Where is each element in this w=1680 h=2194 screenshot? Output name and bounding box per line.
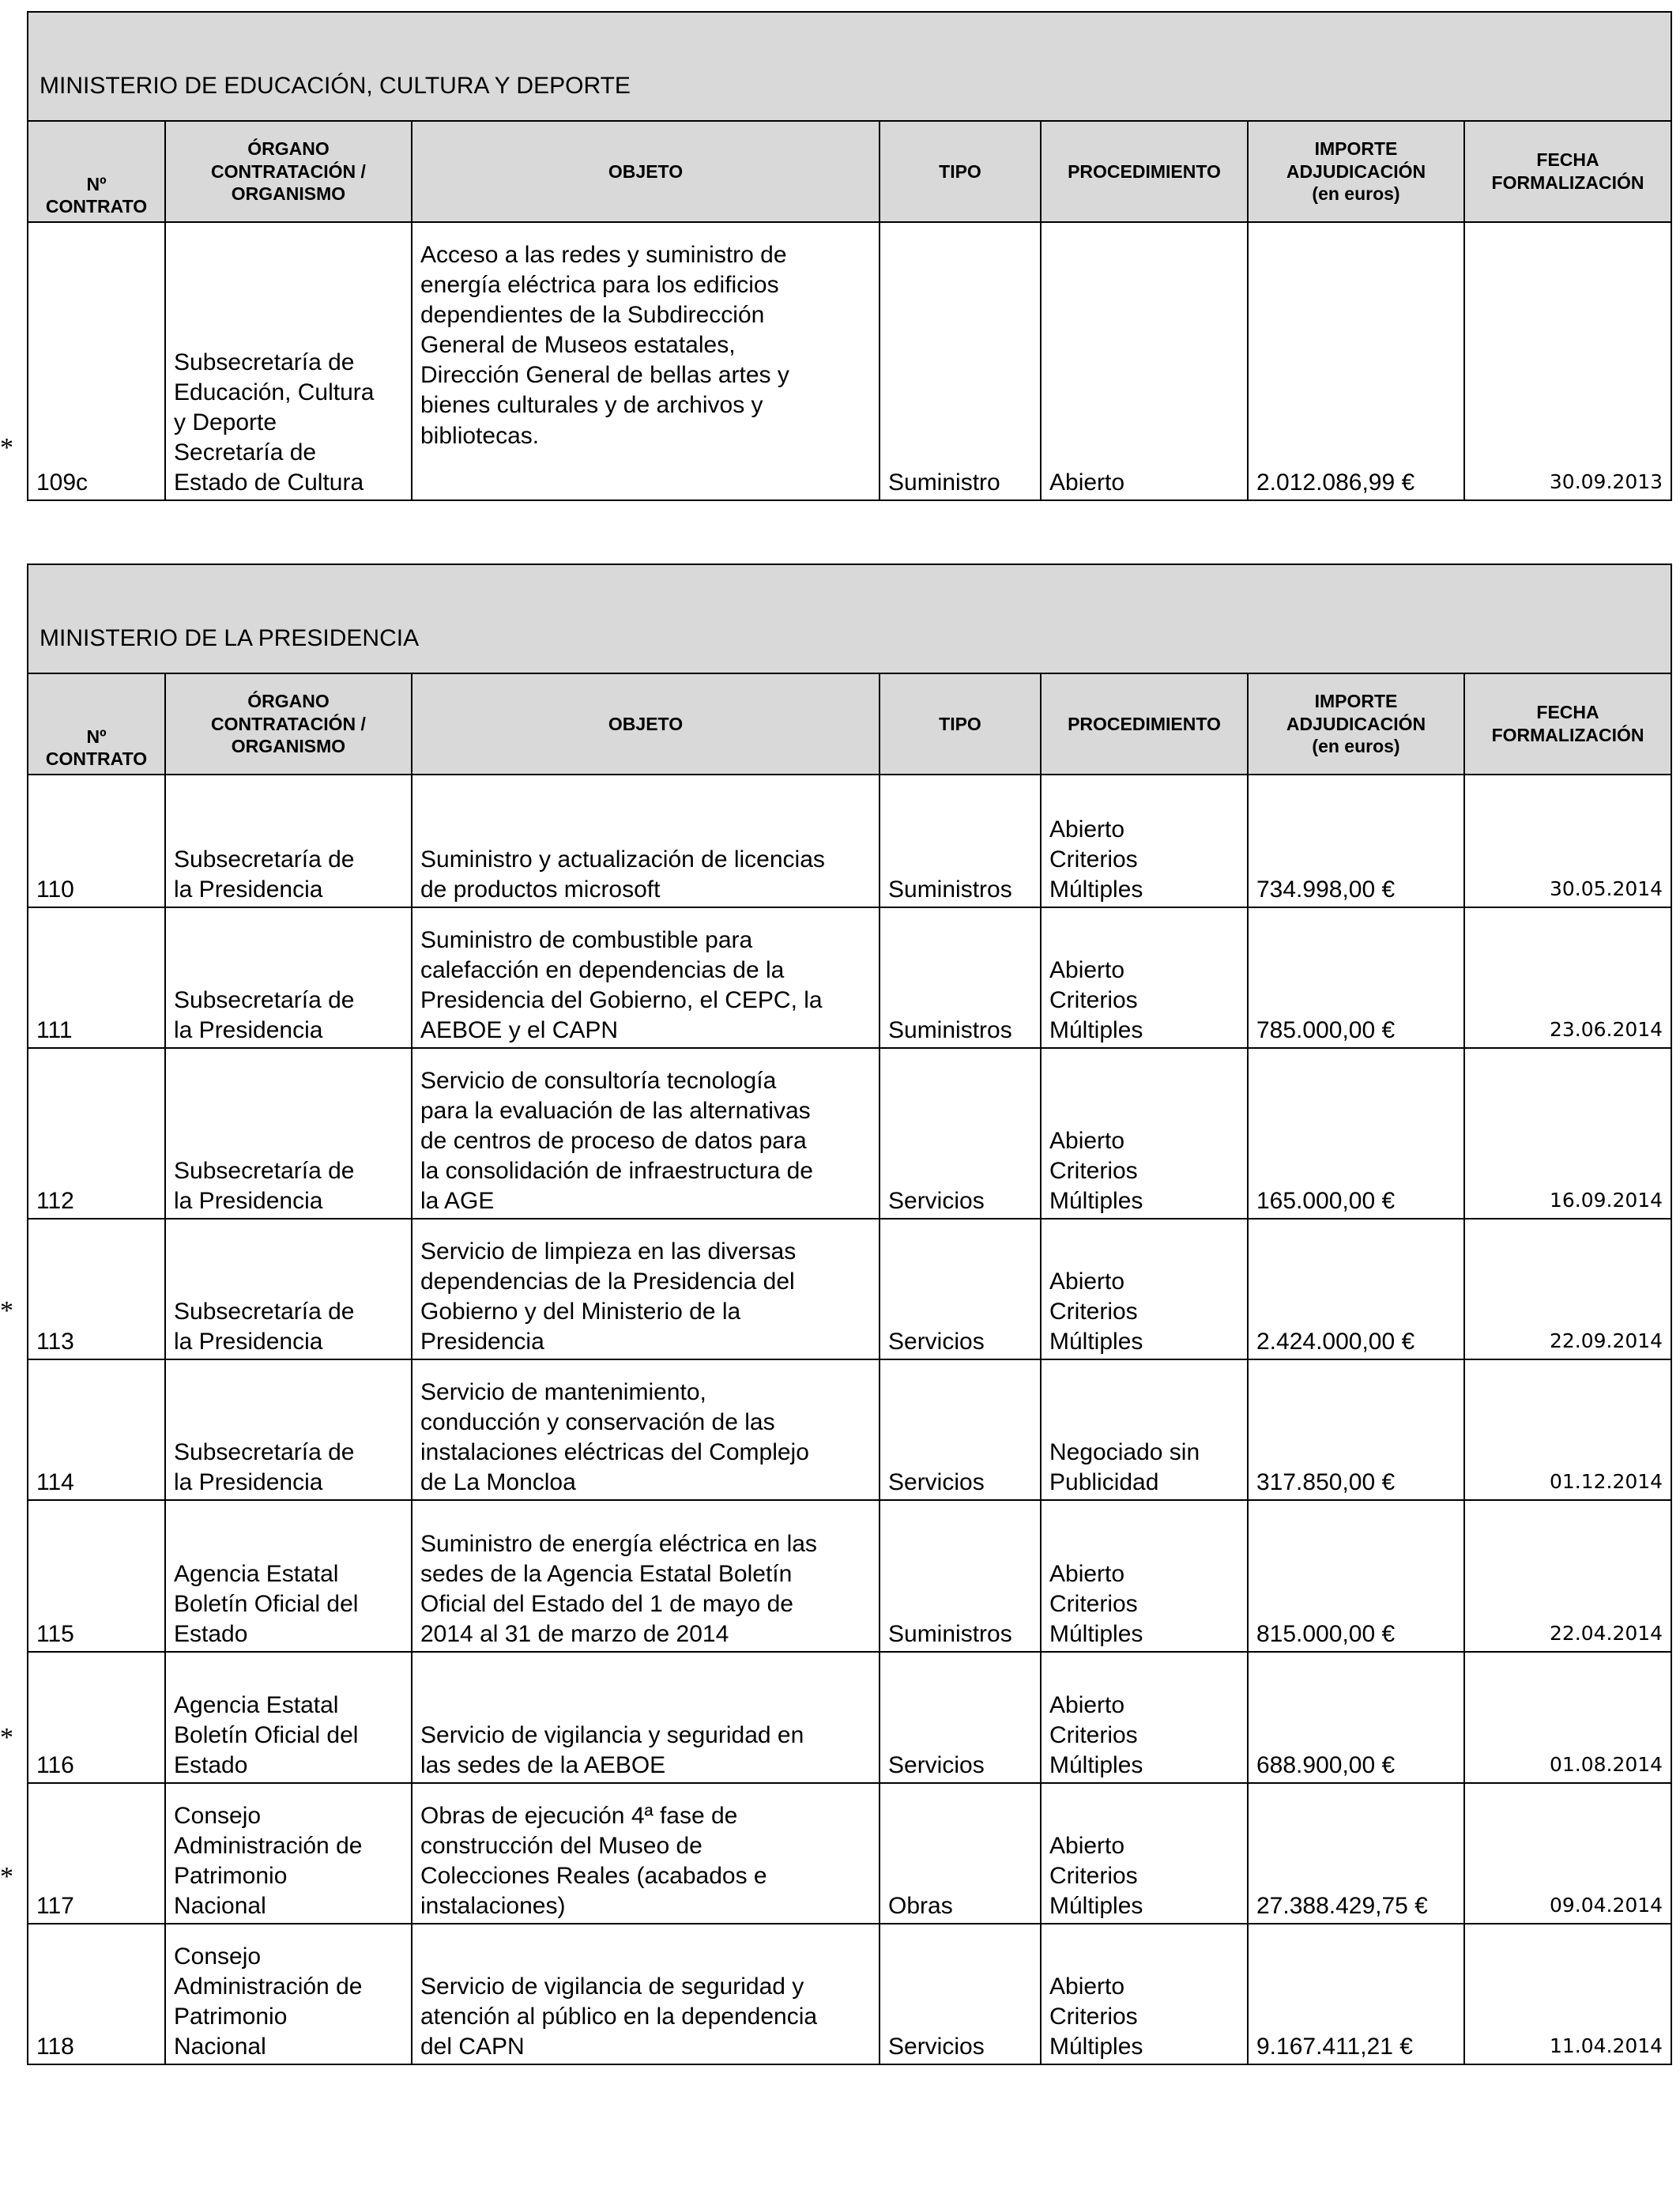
cell-num: 116: [28, 1652, 165, 1783]
header-procedimiento: PROCEDIMIENTO: [1041, 673, 1248, 775]
cell-objeto: Obras de ejecución 4ª fase de construcción del Museo de Colecciones Reales (acabados e instalaciones): [412, 1783, 880, 1924]
cell-objeto: Servicio de mantenimiento, conducción y conservación de las instalaciones eléctricas del Complejo de La Moncloa: [412, 1359, 880, 1500]
cell-fecha: 11.04.2014: [1464, 1924, 1671, 2064]
cell-num: 110: [28, 775, 165, 907]
cell-objeto: Suministro de energía eléctrica en las sedes de la Agencia Estatal Boletín Oficial del Estado del 1 de mayo de 2014 al 31 de marzo de 2014: [412, 1500, 880, 1652]
cell-fecha: 01.12.2014: [1464, 1359, 1671, 1500]
row-marker-asterisk: *: [0, 1723, 13, 1752]
cell-organo: Agencia Estatal Boletín Oficial del Estado: [165, 1500, 412, 1652]
cell-procedimiento: Abierto Criterios Múltiples: [1041, 1652, 1248, 1783]
table-row: [28, 1048, 1671, 1219]
cell-tipo: Suministros: [880, 907, 1041, 1048]
cell-num: 109c: [28, 222, 165, 500]
header-organo: ÓRGANO CONTRATACIÓN / ORGANISMO: [165, 121, 412, 222]
table-row: [28, 1652, 1671, 1783]
row-marker-asterisk: *: [0, 1296, 13, 1325]
column-header-row: [28, 121, 1671, 222]
ministry-title: MINISTERIO DE EDUCACIÓN, CULTURA Y DEPORTE: [28, 12, 1671, 121]
cell-importe: 317.850,00 €: [1248, 1359, 1464, 1500]
cell-procedimiento: Abierto: [1041, 222, 1248, 500]
cell-fecha: 16.09.2014: [1464, 1048, 1671, 1219]
table-row: [28, 222, 1671, 500]
cell-tipo: Suministro: [880, 222, 1041, 500]
cell-organo: Subsecretaría de la Presidencia: [165, 1048, 412, 1219]
cell-num: 111: [28, 907, 165, 1048]
header-objeto: OBJETO: [412, 121, 880, 222]
cell-organo: Subsecretaría de la Presidencia: [165, 907, 412, 1048]
cell-tipo: Servicios: [880, 1219, 1041, 1359]
cell-fecha: 23.06.2014: [1464, 907, 1671, 1048]
cell-fecha: 22.09.2014: [1464, 1219, 1671, 1359]
column-header-row: [28, 673, 1671, 775]
cell-procedimiento: Abierto Criterios Múltiples: [1041, 1219, 1248, 1359]
cell-fecha: 30.09.2013: [1464, 222, 1671, 500]
cell-organo: Agencia Estatal Boletín Oficial del Estado: [165, 1652, 412, 1783]
header-objeto: OBJETO: [412, 673, 880, 775]
cell-procedimiento: Abierto Criterios Múltiples: [1041, 1048, 1248, 1219]
cell-tipo: Suministros: [880, 1500, 1041, 1652]
cell-importe: 734.998,00 €: [1248, 775, 1464, 907]
contracts-table-educacion: [27, 11, 1672, 501]
cell-num: 113: [28, 1219, 165, 1359]
header-importe: IMPORTE ADJUDICACIÓN (en euros): [1248, 121, 1464, 222]
table-row: [28, 1783, 1671, 1924]
cell-organo: Subsecretaría de Educación, Cultura y Deporte Secretaría de Estado de Cultura: [165, 222, 412, 500]
cell-importe: 2.424.000,00 €: [1248, 1219, 1464, 1359]
contracts-table-presidencia: [27, 564, 1672, 2065]
header-fecha: FECHA FORMALIZACIÓN: [1464, 673, 1671, 775]
header-tipo: TIPO: [880, 673, 1041, 775]
table-row: [28, 1359, 1671, 1500]
cell-tipo: Servicios: [880, 1652, 1041, 1783]
cell-tipo: Servicios: [880, 1048, 1041, 1219]
header-fecha: FECHA FORMALIZACIÓN: [1464, 121, 1671, 222]
cell-organo: Consejo Administración de Patrimonio Nacional: [165, 1783, 412, 1924]
cell-organo: Subsecretaría de la Presidencia: [165, 775, 412, 907]
table-row: [28, 1500, 1671, 1652]
table-row: [28, 907, 1671, 1048]
cell-importe: 688.900,00 €: [1248, 1652, 1464, 1783]
cell-objeto: Servicio de vigilancia de seguridad y atención al público en la dependencia del CAPN: [412, 1924, 880, 2064]
cell-tipo: Servicios: [880, 1924, 1041, 2064]
cell-num: 115: [28, 1500, 165, 1652]
cell-num: 117: [28, 1783, 165, 1924]
header-importe: IMPORTE ADJUDICACIÓN (en euros): [1248, 673, 1464, 775]
cell-procedimiento: Abierto Criterios Múltiples: [1041, 775, 1248, 907]
table-row: [28, 1924, 1671, 2064]
cell-procedimiento: Abierto Criterios Múltiples: [1041, 907, 1248, 1048]
cell-procedimiento: Abierto Criterios Múltiples: [1041, 1500, 1248, 1652]
cell-objeto: Servicio de vigilancia y seguridad en las sedes de la AEBOE: [412, 1652, 880, 1783]
cell-fecha: 01.08.2014: [1464, 1652, 1671, 1783]
cell-organo: Subsecretaría de la Presidencia: [165, 1219, 412, 1359]
cell-procedimiento: Abierto Criterios Múltiples: [1041, 1924, 1248, 2064]
cell-procedimiento: Negociado sin Publicidad: [1041, 1359, 1248, 1500]
cell-importe: 9.167.411,21 €: [1248, 1924, 1464, 2064]
cell-tipo: Servicios: [880, 1359, 1041, 1500]
cell-objeto: Suministro de combustible para calefacción en dependencias de la Presidencia del Gobierno, el CEPC, la AEBOE y el CAPN: [412, 907, 880, 1048]
cell-importe: 815.000,00 €: [1248, 1500, 1464, 1652]
header-tipo: TIPO: [880, 121, 1041, 222]
row-marker-asterisk: *: [0, 1862, 13, 1891]
cell-tipo: Suministros: [880, 775, 1041, 907]
cell-organo: Subsecretaría de la Presidencia: [165, 1359, 412, 1500]
header-procedimiento: PROCEDIMIENTO: [1041, 121, 1248, 222]
cell-importe: 2.012.086,99 €: [1248, 222, 1464, 500]
header-num-contrato: Nº CONTRATO: [28, 673, 165, 775]
ministry-header-row: [28, 564, 1671, 673]
cell-objeto: Suministro y actualización de licencias de productos microsoft: [412, 775, 880, 907]
ministry-header-row: [28, 12, 1671, 121]
cell-num: 114: [28, 1359, 165, 1500]
ministry-title: MINISTERIO DE LA PRESIDENCIA: [28, 564, 1671, 673]
cell-objeto: Servicio de limpieza en las diversas dependencias de la Presidencia del Gobierno y del Ministerio de la Presidencia: [412, 1219, 880, 1359]
cell-objeto: Acceso a las redes y suministro de energía eléctrica para los edificios dependientes de la Subdirección General de Museos estatales, Dirección General de bellas artes y bienes culturales y de archivos y bibliotecas.: [412, 222, 880, 500]
cell-fecha: 30.05.2014: [1464, 775, 1671, 907]
cell-tipo: Obras: [880, 1783, 1041, 1924]
cell-organo: Consejo Administración de Patrimonio Nacional: [165, 1924, 412, 2064]
cell-importe: 785.000,00 €: [1248, 907, 1464, 1048]
table-row: [28, 775, 1671, 907]
cell-num: 112: [28, 1048, 165, 1219]
header-organo: ÓRGANO CONTRATACIÓN / ORGANISMO: [165, 673, 412, 775]
cell-importe: 27.388.429,75 €: [1248, 1783, 1464, 1924]
header-num-contrato: Nº CONTRATO: [28, 121, 165, 222]
cell-objeto: Servicio de consultoría tecnología para la evaluación de las alternativas de centros de proceso de datos para la consolidación de infraestructura de la AGE: [412, 1048, 880, 1219]
cell-num: 118: [28, 1924, 165, 2064]
table-row: [28, 1219, 1671, 1359]
cell-fecha: 22.04.2014: [1464, 1500, 1671, 1652]
cell-importe: 165.000,00 €: [1248, 1048, 1464, 1219]
cell-fecha: 09.04.2014: [1464, 1783, 1671, 1924]
cell-procedimiento: Abierto Criterios Múltiples: [1041, 1783, 1248, 1924]
row-marker-asterisk: *: [0, 433, 13, 462]
